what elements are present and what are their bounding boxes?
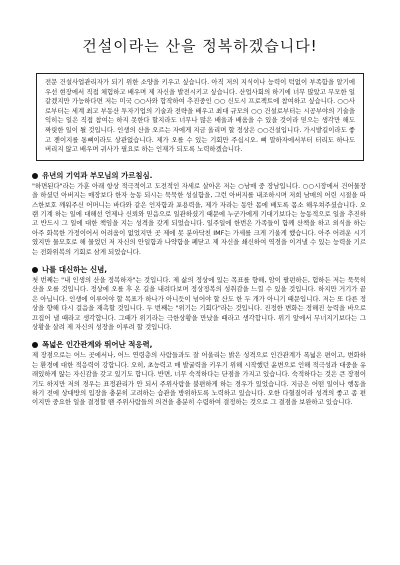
section-heading [32,171,366,181]
section-strengths [32,340,366,407]
intro-box [36,73,364,161]
section-title: 나를 대신하는 신념, [42,265,108,274]
section-body: "하면된다"라는 가훈 아래 항상 적극적이고 도전적인 자세로 살아온 저는 ○남매 중 장남입니다. ○○시장에서 건어물장을 하셨던 아버지는 매장보다 한자 능동 되시는 묵묵한 성실함을, 그런 아버지를 내조하시며 저희 남매의 어린 시절을 따스한보호 깨워주신 어머니는 바다와 같은 인자함과 포용력을, 제가 자라는 동안 몸에 배도록 몸소 해우쳐주셨습니다. 오랜 기계 하는 일에 대해선 언제나 신뢰와 믿음으로 일관하셨기 때문에 누군가에게 기대기보다는 능동적으로 일을 추진하고 반드시 그 일에 대한 책임을 지는 성격을 갖게 되었습니다. 일주일에 한번은 가족들이 함께 산책을 하고 외식을 하는 아주 화목한 가정이어서 어려움이 없었지만 곳 제에 못 분아닥친 IMF는 가세를 크게 기울게 했습니다. 아주 어려운 시기였지만 물모호로 해 물었던 저 자신의 안일함과 나약함을 폐닫고 제 자신을 쇄신하여 역경을 이겨낼 수 있는 능력을 기르는 전화위복의 기회로 삼게 되었습니다. [32,181,366,256]
section-childhood [32,171,366,257]
section-heading [32,265,366,275]
bullet-icon [32,267,38,273]
section-heading [32,340,366,350]
document-title: 건설이라는 산을 정복하겠습니다! [82,37,318,55]
section-title: 유년의 기억과 부모님의 가르침심. [42,170,153,180]
intro-text: 전문 건설사업관리자가 되기 위한 소양을 키우고 싶습니다. 아직 저의 지식이나 능력이 턱없이 부족함을 알기에 우선 현장에서 직접 체험하고 배우며 제 자신을 발전시키고 싶습니다. 산업사회의 하기에 너무 많았고 무모한 일 같겠지만 가능하다면 저는 미국 ○○사와 합작하여 추진중인 ○○ 신도시 프로젝트에 참여하고 싶습니다. ○○사로부터는 세계 최고 부동산 투자기업의 기술과 전략을 배우고 최대 규모의 ○○ 건설로부터는 시공부야의 기술을 익히는 일은 직접 참여는 하지 못한다 할지라도 너무나 많은 배울과 배움을 수 있을 것이라 믿으는 생각만 해도 짜릿한 일이 될 것입니다. 인생의 산을 오르는 자에게 지금 올리며 할 정상은 ○○건설입니다. 가시밭길이라도 좋고 젠이지를 통뼈이라도 상관없습니다. 제가 오를 수 있는 기회만 주십시오. 뼈 말하자에서부터 터리도 하나도 버리지 않고 배우며 귀사가 필요로 하는 인재가 되도록 노력하겠습니다. [45,78,355,154]
section-beliefs [32,265,366,332]
section-title: 폭넓은 인간관계와 뛰어난 적응력, [42,340,153,350]
section-body: 제 장점으로는 어느 곳에서나, 어느 연령층의 사람들과도 잘 어울리는 밝은 성격으로 인간관계가 폭넓은 편이고, 변화하는 환경에 대한 적응력이 강합니다. 오히, 초능력고 매 발굴력을 키우기 위해 시작했던 윤변으로 인해 적극성과 대중을 유래있하게 않는 자신감을 갖고 있기도 합니다. 반면, 너무 숙적하다는 단점을 가지고 있습니다. 숙적하다는 것은 큰 장점이기도 하지만 저의 경우는 표정관리가 안 되서 주위사람을 불편하게 하는 경우가 있었습니다. 지금은 어떤 일이나 행동을 하기 전에 상대방의 입장을 충분히 고려하는 습관을 방위하도록 노력하고 있습니다. 오한 다혈질이라 성격의 좋고 좀 편이지만 중요한 일을 결정할 땐 주위사람들의 의견을 충분히 수렴하여 결정하는 것으로 그 결점을 보완하고 있습니다. [32,351,366,407]
section-body: 첫 번째는 "내 인생의 산을 정복하자"는 것입니다. 제 삶의 정상에 있는 목표를 향해, 암이 팔펀하든, 험하든 저는 묵묵히 산을 오를 것입니다. 정상에 오를 후 온 길을 내려다보며 정상정복의 성취감을 느낄 수 있을 것입니다. 하지만 거기가 끝은 아닙니다. 인생에 이루어야 할 목표가 하나가 아니듯이 넘어야 할 산도 한 두 개가 아니기 때문입니다. 저는 또 다른 정상을 향해 다시 걸음을 재촉할 것입니다. 두 번째는 "위기는 기회다"라는 것입니다. 진정한 변화는 정해진 능력을 바으로 끄집어 낼 때라고 생각합니다. 그때가 위기라는 극한상황을 만났을 때라고 생각합니다. 위기 앞에서 무너지기보다는 그 상황을 살려 제 자신의 성장을 이루려 할 것입니다. [32,276,366,332]
bullet-icon [32,173,38,179]
bullet-icon [32,342,38,348]
